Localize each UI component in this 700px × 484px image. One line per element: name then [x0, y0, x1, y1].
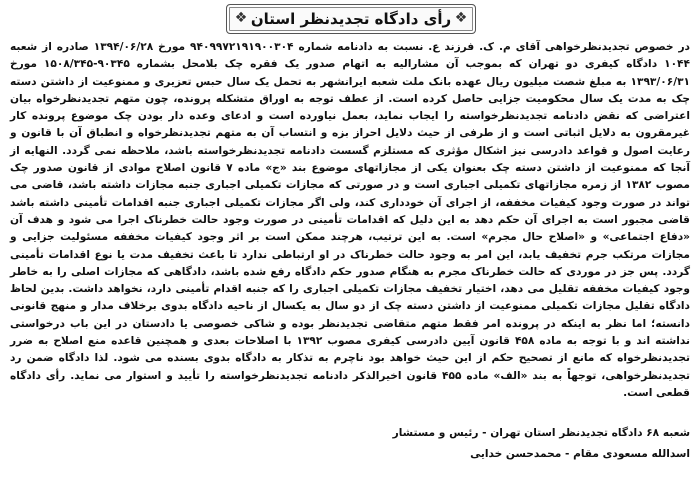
- court-branch-line: شعبه ۶۸ دادگاه تجدیدنظر استان تهران - رئیس و مستشار: [392, 427, 690, 439]
- diamond-ornament-icon: ❖: [454, 10, 468, 26]
- signature-block: [10, 423, 690, 465]
- verdict-paragraph: در خصوص تجدیدنظرخواهی آقای م. ک. فرزند ع. نسبت به دادنامه شماره ۹۴۰۹۹۷۲۱۹۱۹۰۰۳۰۴ مورخ ۱۳۹۴/۰۶/۲۸ صادره از شعبه ۱۰۴۴ دادگاه کیفری دو تهران که بموجب آن مشارالیه به اتهام صدور یک فقره چک بلامحل بشماره ۹۰۳۴۵-۱۵۰۸/۳۴۵ مورخ ۱۳۹۳/۰۶/۳۱ به مبلغ شصت میلیون ریال عهده بانک ملت شعبه ایرانشهر به تحمل یک سال حبس تعزیری و ممنوعیت از داشتن دسته چک به مدت یک سال محکومیت جزایی حاصل کرده است. از عطف توجه به اوراق متشکله پرونده، چون متهم تجدیدنظرخواه بیان اعتراضی که نقض دادنامه تجدیدنظرخواسته را ایجاب نماید، بعمل نیاورده است و ادعای وعده دار بودن چک موضوع پرونده کار غیرمقرون به دلایل اثباتی است و از طرفی از حیث دلایل احراز بزه و انتساب آن به متهم تجدیدنظرخواه و انطباق آن با قانون و رعایت اصول و قواعد دادرسی نیز اشکال مؤثری که مستلزم گسست دادنامه تجدیدنظرخواسته باشد، ملاحظه نمی گردد. النهایه از آنجا که ممنوعیت از داشتن دسته چک بعنوان یکی از مجازاتهای موضوع بند «ج» ماده ۷ قانون اصلاح موادی از قانون صدور چک مصوب ۱۳۸۲ از زمره مجازاتهای تکمیلی اجباری است و در صورتی که مجازات تکمیلی اجباری جنبه مجازات داشته باشد، قاضی می تواند در صورت وجود کیفیات مخففه، از اجرای آن خودداری کند، ولی اگر مجازات تکمیلی اجباری جنبه اقدامات تأمینی داشته باشد قاضی مجبور است به اجرای آن حکم دهد به این دلیل که اقدامات تأمینی در صورت وجود حالت خطرناک اجرا می شود و هدف آن «دفاع اجتماعی» و «اصلاح حال مجرم» است. به این ترتیب، هرچند ممکن است بر اثر وجود کیفیات مخففه مسئولیت جزایی و مجازات مرتکب جرم تخفیف یابد، این امر به وجود حالت خطرناک در او ارتباطی ندارد تا باعث تخفیف مدت یا نوع اقدامات تأمینی گردد. پس جز در موردی که حالت خطرناک مجرم به هنگام صدور حکم دادگاه رفع شده باشد، دادگاهی که مجازات اصلی را به خاطر وجود کیفیات مخففه تقلیل می دهد، اختیار تخفیف مجازات تکمیلی اجباری را که جنبه اقدام تأمینی دارد، نخواهد داشت. بدین لحاظ دادگاه تقلیل مجازات تکمیلی ممنوعیت از داشتن دسته چک از دو سال به یکسال از ناحیه دادگاه بدوی برخلاف مدار و منهج قانونی دانسته؛ اما نظر به اینکه در پرونده امر فقط متهم متقاضی تجدیدنظر بوده و شاکی خصوصی یا دادستان در این باب درخواستی نداشته اند و با توجه به ماده ۴۵۸ قانون آیین دادرسی کیفری مصوب ۱۳۹۲ با اصلاحات بعدی و همچنین قاعده منع اصلاح به ضرر تجدیدنظرخواه که مانع از تصحیح حکم از این حیث خواهد بود ناچرم به تذکار به دادگاه بدوی بسنده می شود. لذا دادگاه ضمن رد تجدیدنظرخواهی، توجهاً به بند «الف» ماده ۴۵۵ قانون اخیرالذکر دادنامه تجدیدنظرخواسته را تأیید و استوار می نماید. رأی دادگاه قطعی است.: [10, 41, 690, 399]
- title-banner: [226, 4, 476, 34]
- diamond-ornament-icon: ❖: [234, 10, 248, 26]
- verdict-body: [10, 39, 690, 402]
- page-title: رأی دادگاه تجدیدنظر استان: [250, 10, 452, 28]
- judges-names-line: اسدالله مسعودی مقام - محمدحسن خدایی: [470, 448, 690, 460]
